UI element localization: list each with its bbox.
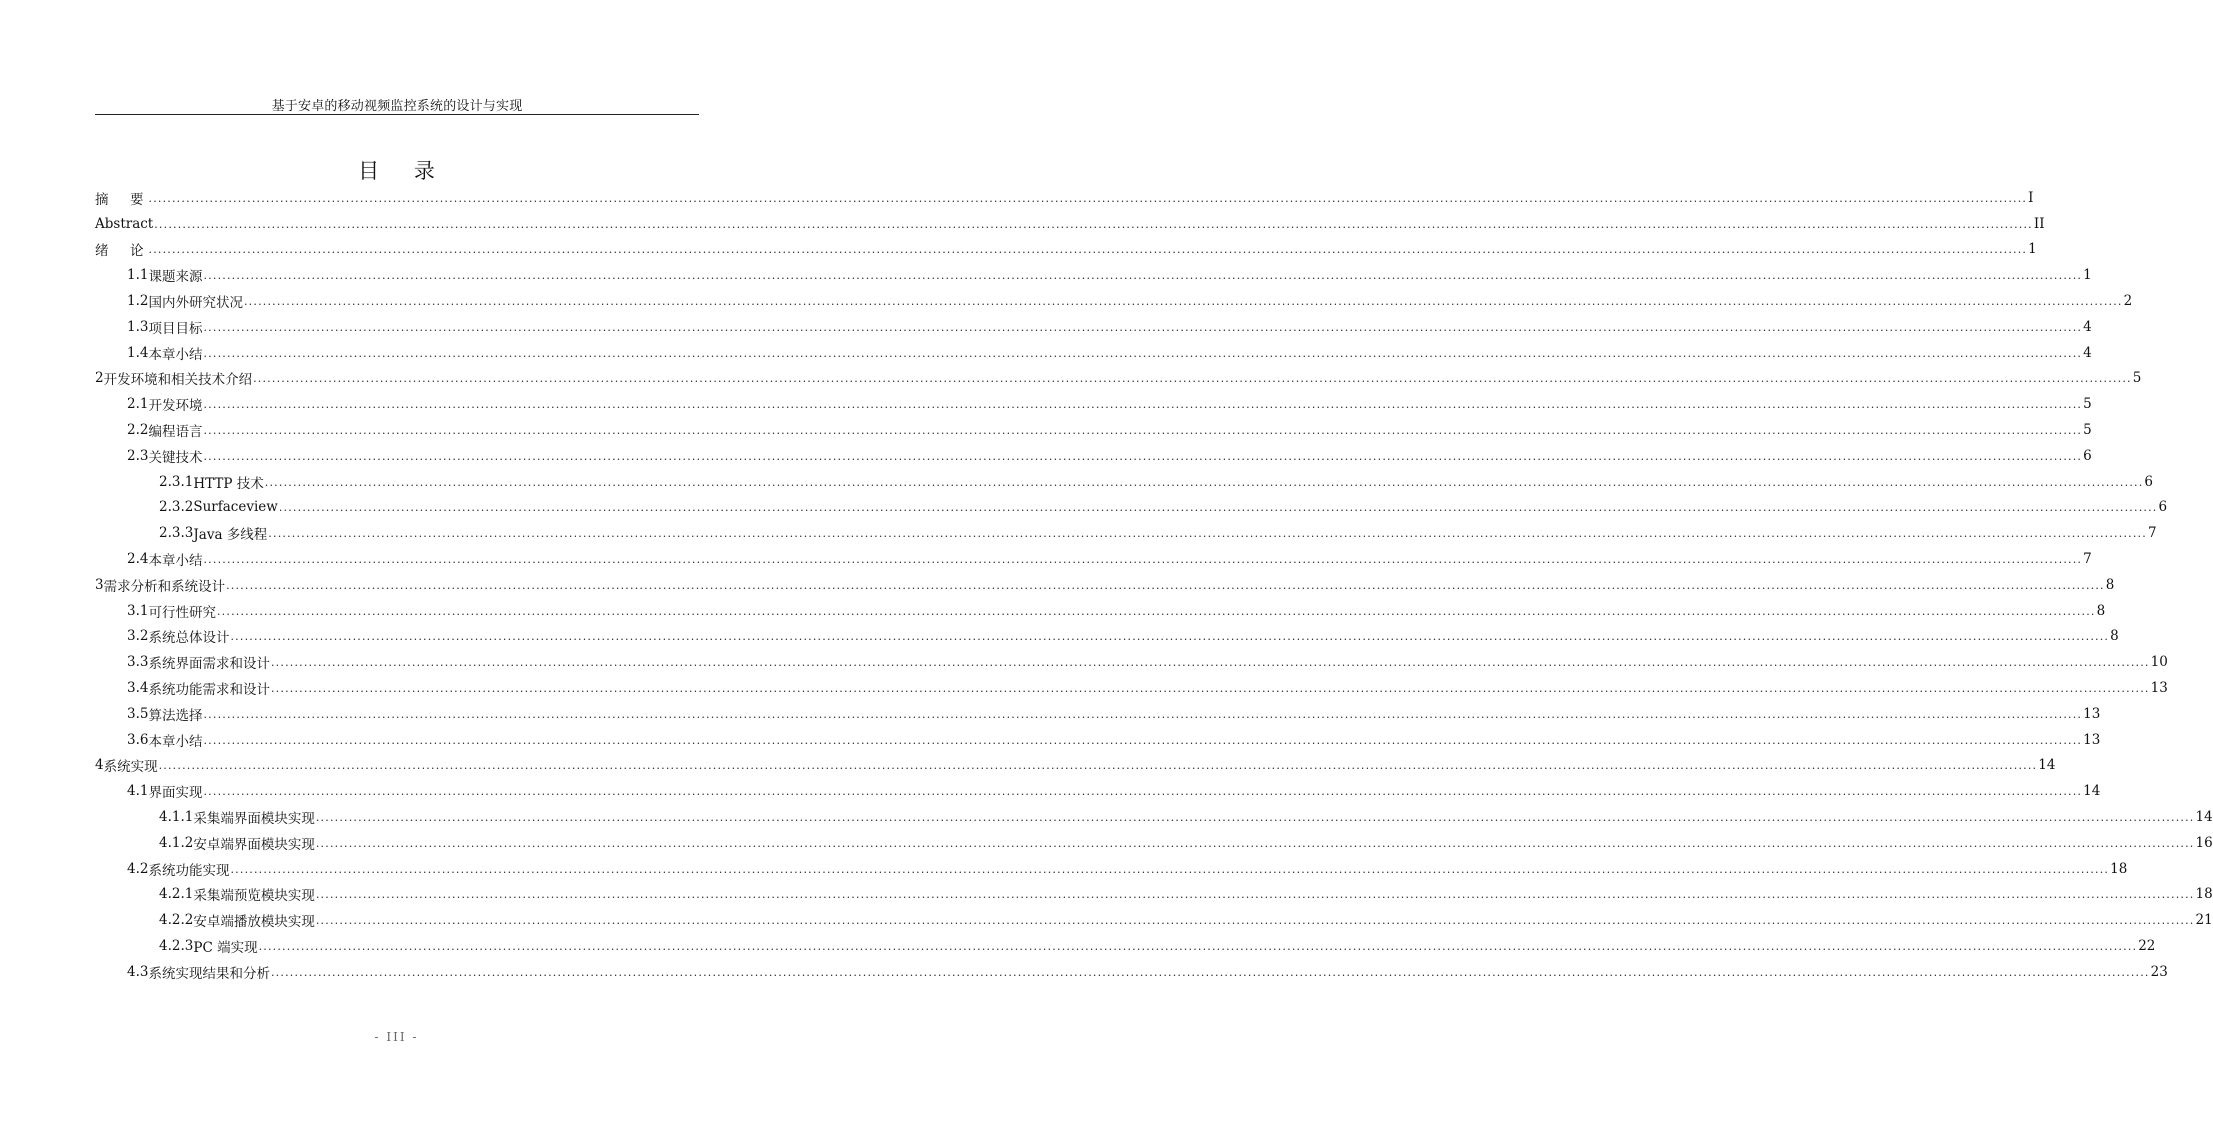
toc-entry-page: 14 bbox=[2195, 809, 2213, 826]
toc-entry-number: 3.3 bbox=[127, 654, 149, 671]
toc-entry-number: 3.5 bbox=[127, 705, 149, 722]
toc-entry-label: Surfaceview bbox=[193, 499, 278, 516]
toc-entry-page: 2 bbox=[2123, 293, 2133, 310]
toc-entry-page: II bbox=[2033, 215, 2045, 232]
toc-entry-page: 7 bbox=[2147, 525, 2157, 542]
toc-entry-label: 可行性研究 bbox=[148, 604, 216, 621]
toc-entry[interactable] bbox=[95, 907, 2213, 933]
toc-entry-page: 14 bbox=[2038, 757, 2056, 774]
dot-leader: ................................................................................................................................................................................................................................................................................................................................................................................................................ bbox=[258, 939, 2138, 953]
toc-entry-number: 2.1 bbox=[127, 396, 149, 413]
toc-entry-page: 13 bbox=[2083, 705, 2101, 722]
toc-entry[interactable] bbox=[95, 495, 2168, 521]
toc-entry-label: 项目目标 bbox=[148, 320, 203, 337]
dot-leader: ................................................................................................................................................................................................................................................................................................................................................................................................................ bbox=[230, 630, 2110, 644]
dot-leader: ................................................................................................................................................................................................................................................................................................................................................................................................................ bbox=[270, 965, 2150, 979]
dot-leader: ................................................................................................................................................................................................................................................................................................................................................................................................................ bbox=[203, 707, 2083, 721]
dot-leader: ................................................................................................................................................................................................................................................................................................................................................................................................................ bbox=[203, 269, 2083, 283]
dot-leader: ................................................................................................................................................................................................................................................................................................................................................................................................................ bbox=[270, 656, 2150, 670]
toc-entry-label: 本章小结 bbox=[148, 346, 203, 363]
toc-entry[interactable] bbox=[95, 391, 2092, 417]
toc-entry-page: 14 bbox=[2083, 783, 2101, 800]
toc-entry-label: 系统实现结果和分析 bbox=[148, 965, 270, 982]
dot-leader: ................................................................................................................................................................................................................................................................................................................................................................................................................ bbox=[315, 914, 2195, 928]
toc-entry-page: 4 bbox=[2083, 318, 2092, 335]
dot-leader: ................................................................................................................................................................................................................................................................................................................................................................................................................ bbox=[148, 243, 2028, 257]
toc-entry-page: 4 bbox=[2083, 344, 2092, 361]
toc-entry-page: 22 bbox=[2138, 938, 2156, 954]
toc-entry[interactable] bbox=[95, 727, 2101, 753]
toc-entry-page: 6 bbox=[2144, 473, 2154, 490]
toc-entry[interactable] bbox=[95, 366, 2142, 392]
toc-entry-number: 2.3 bbox=[127, 447, 149, 464]
dot-leader: ................................................................................................................................................................................................................................................................................................................................................................................................................ bbox=[216, 604, 2096, 618]
toc-entry-page: 23 bbox=[2150, 963, 2168, 980]
toc-entry-label: 课题来源 bbox=[148, 269, 203, 286]
toc-entry-page: 8 bbox=[2096, 602, 2106, 619]
toc-entry[interactable] bbox=[95, 520, 2157, 546]
toc-entry-page: 16 bbox=[2195, 834, 2213, 851]
dot-leader: ................................................................................................................................................................................................................................................................................................................................................................................................................ bbox=[315, 810, 2195, 824]
dot-leader: ................................................................................................................................................................................................................................................................................................................................................................................................................ bbox=[203, 449, 2083, 463]
toc-entry-number: 4.1.1 bbox=[159, 809, 194, 826]
toc-entry[interactable] bbox=[95, 649, 2168, 675]
dot-leader: ................................................................................................................................................................................................................................................................................................................................................................................................................ bbox=[203, 423, 2083, 437]
toc-title-char-1: 目 bbox=[358, 159, 380, 183]
toc-entry-page: I bbox=[2028, 189, 2034, 206]
toc-entry-label: Abstract bbox=[95, 215, 154, 232]
toc-entry-number: 4.2.3 bbox=[159, 938, 194, 954]
toc-entry-label: 本章小结 bbox=[148, 733, 203, 750]
toc-entry-label: 界面实现 bbox=[148, 785, 203, 802]
toc-entry-number: 4.2.2 bbox=[159, 912, 194, 929]
toc-entry[interactable] bbox=[95, 340, 2092, 366]
toc-entry[interactable] bbox=[95, 933, 2156, 959]
toc-entry-label: 系统总体设计 bbox=[148, 630, 230, 647]
toc-entry-label: 需求分析和系统设计 bbox=[103, 578, 226, 595]
toc-entry[interactable] bbox=[95, 598, 2106, 624]
dot-leader: ................................................................................................................................................................................................................................................................................................................................................................................................................ bbox=[203, 320, 2083, 334]
toc-entry-number: 4.2.1 bbox=[159, 886, 194, 903]
toc-entry-label: PC 端实现 bbox=[193, 940, 258, 956]
toc-entry-number: 4 bbox=[95, 757, 104, 774]
toc-entry[interactable] bbox=[95, 624, 2119, 650]
header-rule bbox=[95, 114, 699, 115]
toc-entry-label: 绪 论 bbox=[95, 243, 148, 260]
toc-entry-label: 算法选择 bbox=[148, 707, 203, 724]
toc-entry-number: 2.3.3 bbox=[159, 525, 194, 542]
toc-entry[interactable] bbox=[95, 804, 2213, 830]
toc-entry-page: 5 bbox=[2083, 422, 2092, 439]
dot-leader: ................................................................................................................................................................................................................................................................................................................................................................................................................ bbox=[270, 681, 2150, 695]
toc-entry-number: 4.3 bbox=[127, 963, 149, 980]
dot-leader: ................................................................................................................................................................................................................................................................................................................................................................................................................ bbox=[243, 294, 2123, 308]
page-number: - III - bbox=[374, 1030, 419, 1044]
toc-entry[interactable] bbox=[95, 882, 2213, 908]
dot-leader: ................................................................................................................................................................................................................................................................................................................................................................................................................ bbox=[226, 578, 2105, 592]
toc-entry-number: 3.4 bbox=[127, 680, 149, 697]
toc-entry-number: 4.1 bbox=[127, 783, 149, 800]
dot-leader: ................................................................................................................................................................................................................................................................................................................................................................................................................ bbox=[203, 785, 2083, 799]
dot-leader: ................................................................................................................................................................................................................................................................................................................................................................................................................ bbox=[278, 501, 2158, 515]
toc-entry[interactable] bbox=[95, 314, 2092, 340]
toc-entry-page: 1 bbox=[2028, 241, 2037, 258]
toc-entry-label: Java 多线程 bbox=[193, 527, 268, 544]
toc-entry-page: 8 bbox=[2105, 576, 2115, 593]
dot-leader: ................................................................................................................................................................................................................................................................................................................................................................................................................ bbox=[203, 733, 2083, 747]
toc-entry-page: 13 bbox=[2150, 680, 2168, 697]
toc-entry-number: 4.1.2 bbox=[159, 834, 194, 851]
toc-entry-number: 2.3.2 bbox=[159, 499, 194, 516]
toc-entry-page: 6 bbox=[2158, 499, 2168, 516]
toc-entry-label: 国内外研究状况 bbox=[148, 295, 243, 312]
toc-entry-number: 1.4 bbox=[127, 344, 149, 361]
dot-leader: ................................................................................................................................................................................................................................................................................................................................................................................................................ bbox=[203, 398, 2083, 412]
toc-entry-label: 本章小结 bbox=[148, 553, 203, 570]
toc-entry-number: 2.4 bbox=[127, 551, 149, 568]
toc-entry-number: 3 bbox=[95, 576, 104, 593]
toc-entry[interactable] bbox=[95, 262, 2092, 288]
toc-entry-page: 5 bbox=[2083, 396, 2092, 413]
toc-title-char-2: 录 bbox=[413, 159, 435, 183]
toc-entry-label: 系统界面需求和设计 bbox=[148, 656, 270, 673]
toc-entry-label: 开发环境 bbox=[148, 398, 203, 415]
toc-entry[interactable] bbox=[95, 753, 2056, 779]
toc-entry[interactable] bbox=[95, 443, 2092, 469]
toc-entry-label: 采集端界面模块实现 bbox=[193, 811, 315, 828]
toc-entry-number: 2.2 bbox=[127, 422, 149, 439]
toc-entry-number: 3.6 bbox=[127, 731, 149, 748]
toc-entry-label: 采集端预览模块实现 bbox=[193, 888, 315, 905]
toc-entry[interactable] bbox=[95, 701, 2101, 727]
toc-entry-number: 1.3 bbox=[127, 318, 149, 335]
toc-entry-label: 系统实现 bbox=[103, 759, 158, 776]
dot-leader: ................................................................................................................................................................................................................................................................................................................................................................................................................ bbox=[268, 527, 2147, 541]
running-header: 基于安卓的移动视频监控系统的设计与实现 bbox=[271, 99, 523, 114]
toc-entry-label: HTTP 技术 bbox=[193, 475, 264, 492]
dot-leader: ................................................................................................................................................................................................................................................................................................................................................................................................................ bbox=[253, 372, 2132, 386]
toc-entry-number: 1.1 bbox=[127, 267, 149, 284]
toc-entry[interactable] bbox=[95, 830, 2213, 856]
toc-entry-page: 5 bbox=[2132, 370, 2142, 387]
toc-entry-number: 2 bbox=[95, 370, 104, 387]
toc-entry-number: 3.1 bbox=[127, 602, 149, 619]
toc-entry-label: 安卓端播放模块实现 bbox=[193, 914, 315, 931]
dot-leader: ................................................................................................................................................................................................................................................................................................................................................................................................................ bbox=[148, 191, 2028, 205]
dot-leader: ................................................................................................................................................................................................................................................................................................................................................................................................................ bbox=[158, 759, 2038, 773]
table-of-contents bbox=[95, 185, 2213, 985]
dot-leader: ................................................................................................................................................................................................................................................................................................................................................................................................................ bbox=[315, 888, 2195, 902]
toc-entry[interactable] bbox=[95, 288, 2133, 314]
toc-entry-label: 关键技术 bbox=[148, 449, 203, 466]
toc-entry[interactable] bbox=[95, 469, 2154, 495]
toc-entry-label: 系统功能需求和设计 bbox=[148, 682, 270, 699]
toc-entry-page: 13 bbox=[2083, 731, 2101, 748]
toc-entry[interactable] bbox=[95, 185, 2034, 211]
toc-entry[interactable] bbox=[95, 417, 2092, 443]
toc-entry[interactable] bbox=[95, 959, 2168, 985]
dot-leader: ................................................................................................................................................................................................................................................................................................................................................................................................................ bbox=[203, 346, 2083, 360]
dot-leader: ................................................................................................................................................................................................................................................................................................................................................................................................................ bbox=[203, 552, 2083, 566]
toc-entry[interactable] bbox=[95, 237, 2037, 263]
toc-entry-label: 系统功能实现 bbox=[148, 862, 230, 879]
toc-entry-number: 4.2 bbox=[127, 860, 149, 877]
toc-entry-label: 安卓端界面模块实现 bbox=[193, 836, 315, 853]
toc-entry[interactable] bbox=[95, 856, 2128, 882]
dot-leader: ................................................................................................................................................................................................................................................................................................................................................................................................................ bbox=[230, 862, 2110, 876]
toc-entry[interactable] bbox=[95, 546, 2092, 572]
toc-entry-label: 编程语言 bbox=[148, 424, 203, 441]
toc-entry-page: 1 bbox=[2083, 267, 2092, 284]
toc-entry[interactable] bbox=[95, 572, 2115, 598]
toc-entry-page: 21 bbox=[2195, 912, 2213, 929]
toc-entry-number: 1.2 bbox=[127, 293, 149, 310]
toc-entry-page: 18 bbox=[2195, 886, 2213, 903]
toc-entry-number: 2.3.1 bbox=[159, 473, 194, 490]
toc-entry-label: 摘 要 bbox=[95, 191, 148, 208]
toc-entry[interactable] bbox=[95, 778, 2101, 804]
toc-entry[interactable] bbox=[95, 211, 2045, 237]
toc-entry-number: 3.2 bbox=[127, 628, 149, 645]
toc-entry-page: 8 bbox=[2110, 628, 2119, 645]
toc-entry-page: 18 bbox=[2110, 860, 2128, 877]
toc-entry-label: 开发环境和相关技术介绍 bbox=[103, 372, 253, 389]
toc-entry-page: 7 bbox=[2083, 551, 2092, 568]
toc-entry-page: 6 bbox=[2083, 447, 2092, 464]
dot-leader: ................................................................................................................................................................................................................................................................................................................................................................................................................ bbox=[154, 217, 2033, 231]
dot-leader: ................................................................................................................................................................................................................................................................................................................................................................................................................ bbox=[264, 475, 2144, 489]
toc-entry-page: 10 bbox=[2150, 654, 2168, 671]
toc-title bbox=[0, 155, 793, 185]
toc-entry[interactable] bbox=[95, 675, 2168, 701]
dot-leader: ................................................................................................................................................................................................................................................................................................................................................................................................................ bbox=[315, 836, 2195, 850]
